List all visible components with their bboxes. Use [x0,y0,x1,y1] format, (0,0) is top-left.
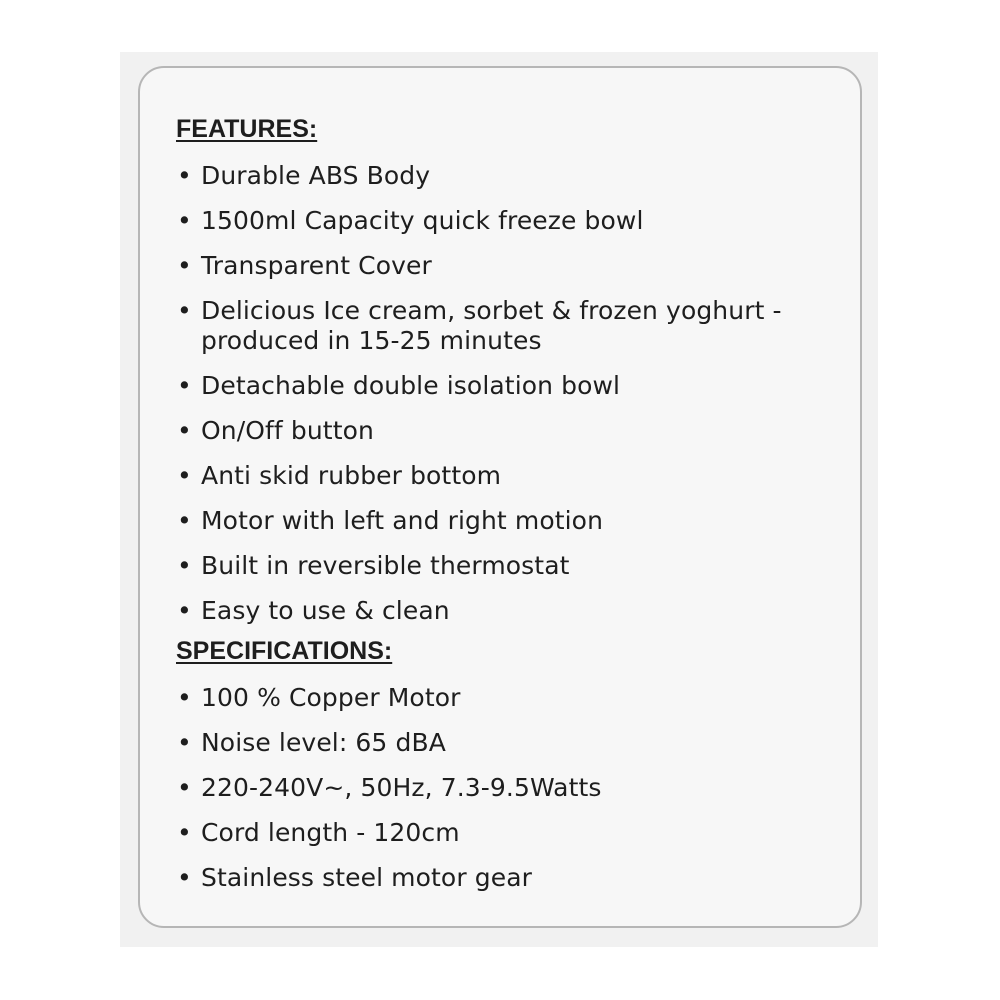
feature-item: • Transparent Cover [176,251,850,281]
feature-item: • Durable ABS Body [176,161,850,191]
feature-item: • On/Off button [176,416,850,446]
feature-item: • Built in reversible thermostat [176,551,850,581]
spec-panel [138,66,862,928]
features-heading: FEATURES: [176,115,318,143]
feature-item: • Detachable double isolation bowl [176,371,850,401]
specification-item: • 100 % Copper Motor [176,683,850,713]
panel-content [176,112,850,893]
specifications-heading: SPECIFICATIONS: [176,637,393,665]
specification-item: • Stainless steel motor gear [176,863,850,893]
feature-item: • Delicious Ice cream, sorbet & frozen yoghurt - produced in 15-25 minutes [176,296,850,356]
specification-item: • Cord length - 120cm [176,818,850,848]
specification-item: • Noise level: 65 dBA [176,728,850,758]
feature-item: • Easy to use & clean [176,596,850,626]
features-list [176,161,850,626]
feature-item: • Anti skid rubber bottom [176,461,850,491]
feature-item: • Motor with left and right motion [176,506,850,536]
specification-item: • 220-240V~, 50Hz, 7.3-9.5Watts [176,773,850,803]
specifications-list [176,683,850,893]
feature-item: • 1500ml Capacity quick freeze bowl [176,206,850,236]
product-box [120,52,878,947]
